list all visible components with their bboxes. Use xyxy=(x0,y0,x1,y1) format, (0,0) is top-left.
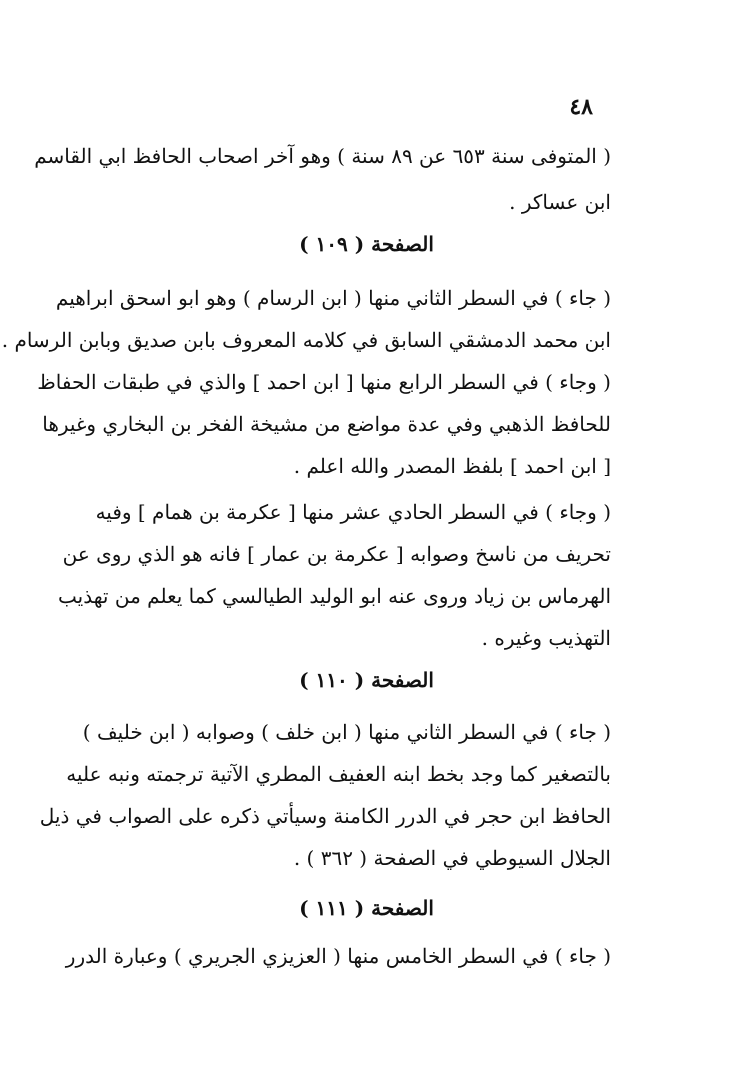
text-line: ( وجاء ) في السطر الرابع منها [ ابن احمد ] والذي في طبقات الحفاظ xyxy=(37,370,611,394)
text-line: ( جاء ) في السطر الثاني منها ( ابن الرسام ) وهو ابو اسحق ابراهيم xyxy=(55,286,611,310)
text-line: الحافظ ابن حجر في الدرر الكامنة وسيأتي ذكره على الصواب في ذيل xyxy=(39,804,611,828)
text-line: ( المتوفى سنة ٦٥٣ عن ٨٩ سنة ) وهو آخر اصحاب الحافظ ابي القاسم xyxy=(34,144,611,168)
text-line: ابن محمد الدمشقي السابق في كلامه المعروف بابن صديق وبابن الرسام . xyxy=(1,328,611,352)
text-line: التهذيب وغيره . xyxy=(481,626,611,650)
text-line: الهرماس بن زياد وروى عنه ابو الوليد الطيالسي كما يعلم من تهذيب xyxy=(58,584,611,608)
text-line: للحافظ الذهبي وفي عدة مواضع من مشيخة الفخر بن البخاري وغيرها xyxy=(42,412,611,436)
text-line: الجلال السيوطي في الصفحة ( ٣٦٢ ) . xyxy=(293,846,611,870)
section-heading: الصفحة ( ١٠٩ ) xyxy=(299,232,434,256)
section-heading: الصفحة ( ١١٠ ) xyxy=(299,668,434,692)
text-line: بالتصغير كما وجد بخط ابنه العفيف المطري الآتية ترجمته ونبه عليه xyxy=(66,762,611,786)
text-line: ( وجاء ) في السطر الحادي عشر منها [ عكرمة بن همام ] وفيه xyxy=(95,500,611,524)
text-line: تحريف من ناسخ وصوابه [ عكرمة بن عمار ] فانه هو الذي روى عن xyxy=(62,542,611,566)
text-line: ( جاء ) في السطر الثاني منها ( ابن خلف ) وصوابه ( ابن خليف ) xyxy=(82,720,611,744)
section-heading: الصفحة ( ١١١ ) xyxy=(299,896,434,920)
text-line: ابن عساكر . xyxy=(509,190,611,214)
text-line: [ ابن احمد ] بلفظ المصدر والله اعلم . xyxy=(293,454,611,478)
text-line: ( جاء ) في السطر الخامس منها ( العزيزي الجريري ) وعبارة الدرر xyxy=(65,944,611,968)
page-number: ٤٨ xyxy=(569,94,593,120)
